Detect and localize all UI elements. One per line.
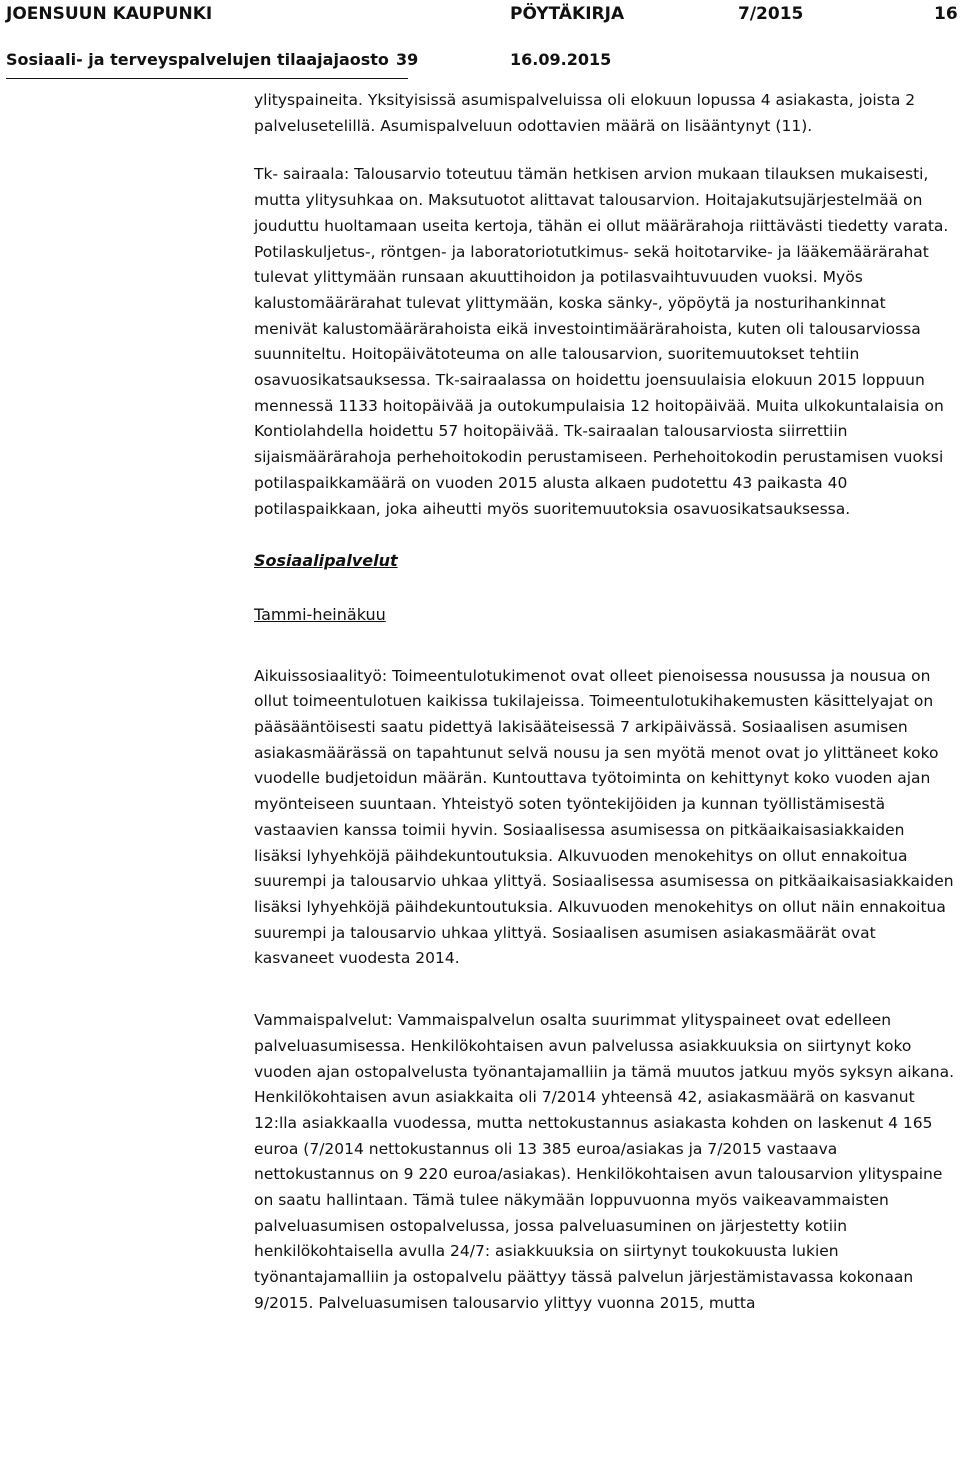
paragraph-vammaispalvelut: Vammaispalvelut: Vammaispalvelun osalta suurimmat ylityspaineet ovat edelleen palveluasumisessa. Henkilökohtaisen avun palvelussa asiakkuuksia on siirtynyt koko vuoden ajan ostopalvelusta työnantajamalliin ja tämä muutos jatkuu myös syksyn aikana. Henkilökohtaisen avun asiakkaita oli 7/2014 yhteensä 42, asiakasmäärä on kasvanut 12:lla asiakkaalla vuodessa, mutta nettokustannus asiakasta kohden on laskenut 4 165 euroa (7/2014 nettokustannus oli 13 385 euroa/asiakas ja 7/2015 vastaava nettokustannus on 9 220 euroa/asiakas). Henkilökohtaisen avun talousarvion ylityspaine on saatu hallintaan. Tämä tulee näkymään loppuvuonna myös vaikeavammaisten palveluasumisen ostopalvelussa, jossa palveluasuminen on järjestetty kotiin henkilökohtaisella avulla 24/7: asiakkuuksia on siirtynyt toukokuusta lukien työnantajamalliin ja ostopalvelu päättyy tässä palvelun järjestämistavassa kokonaan 9/2015. Palveluasumisen talousarvio ylittyy vuonna 2015, mutta <box>254 1011 955 1312</box>
document-body <box>254 88 954 1317</box>
paragraph-aikuissosiaalityo: Aikuissosiaalityö: Toimeentulotukimenot ovat olleet pienoisessa nousussa ja nousua on ollut toimeentulotuen kaikissa tukilajeissa. Toimeentulotukihakemusten käsittelyajat on pääsääntöisesti saatu pidettyä lakisääteisessä 7 arkipäivässä. Sosiaalisen asumisen asiakasmäärässä on tapahtunut selvä nousu ja sen myötä menot ovat jo ylittäneet koko vuodelle budjetoidun määrän. Kuntouttava työtoiminta on kehittynyt koko vuoden ajan myönteiseen suuntaan. Yhteistyö soten työntekijöiden ja kunnan työllistämisestä vastaavien kanssa toimii hyvin. Sosiaalisessa asumisessa on pitkäaikaisasiakkaiden lisäksi lyhyehköjä päihdekuntoutuksia. Alkuvuoden menokehitys on ollut ennakoitua suurempi ja talousarvio uhkaa ylittyä. Sosiaalisessa asumisessa on pitkäaikaisasiakkaiden lisäksi lyhyehköjä päihdekuntoutuksia. Alkuvuoden menokehitys on ollut näin ennakoitua suurempi ja talousarvio uhkaa ylittyä. Sosiaalisen asumisen asiakasmäärät ovat kasvaneet vuodesta 2014. <box>254 666 954 968</box>
section-title: Sosiaalipalvelut <box>254 551 398 571</box>
header-top-row <box>6 4 956 32</box>
paragraph-waiting-list: ylityspaineita. Yksityisissä asumispalveluissa oli elokuun lopussa 4 asiakasta, joista 2 palvelusetelillä. Asumispalveluun odottavien määrä on lisääntynyt (11). <box>254 91 916 135</box>
meeting-number: 39 <box>396 50 419 69</box>
page-header <box>0 0 960 80</box>
header-bottom-row <box>6 50 706 74</box>
header-underline <box>6 78 408 79</box>
document-type: PÖYTÄKIRJA <box>510 4 625 24</box>
paragraph-tk-sairaala: Tk- sairaala: Talousarvio toteutuu tämän hetkisen arvion mukaan tilauksen mukaisesti, mutta ylitysuhkaa on. Maksutuotot alittavat talousarvion. Hoitajakutsujärjestelmää on jouduttu huoltamaan useita kertoja, tähän ei ollut määrärahoja riittävästi tiedetty varata. Potilaskuljetus-, röntgen- ja laboratoriotutkimus- sekä hoitotarvike- ja lääkemäärärahat tulevat ylittymään runsaan akuuttihoidon ja potilasvaihtuvuuden vuoksi. Myös kalustomäärärahat tulevat ylittymään, koska sänky-, yöpöytä ja nosturihankinnat menivät kalustomäärärahoista eikä investointimäärärahoista, kuten oli talousarviossa suunniteltu. Hoitopäivätoteuma on alle talousarvion, suoritemuutokset tehtiin osavuosikatsauksessa. Tk-sairaalassa on hoidettu joensuulaisia elokuun 2015 loppuun mennessä 1133 hoitopäivää ja outokumpulaisia 12 hoitopäivää. Muita ulkokuntalaisia on Kontiolahdella hoidettu 57 hoitopäivää. Tk-sairaalan talousarviosta siirrettiin sijaismäärärahoja perhehoitokodin perustamiseen. Perhehoitokodin perustamisen vuoksi potilaspaikkamäärä on vuoden 2015 alusta alkaen pudotettu 43 paikasta 40 potilaspaikkaan, joka aiheutti myös suoritemuutoksia osavuosikatsauksessa. <box>254 165 949 518</box>
committee-name: Sosiaali- ja terveyspalvelujen tilaajajaosto <box>6 50 389 69</box>
page-number: 16 <box>934 4 958 24</box>
meeting-date: 16.09.2015 <box>510 50 612 69</box>
organization-name: JOENSUUN KAUPUNKI <box>6 4 213 24</box>
document-number: 7/2015 <box>738 4 804 24</box>
subsection-title: Tammi-heinäkuu <box>254 604 386 624</box>
